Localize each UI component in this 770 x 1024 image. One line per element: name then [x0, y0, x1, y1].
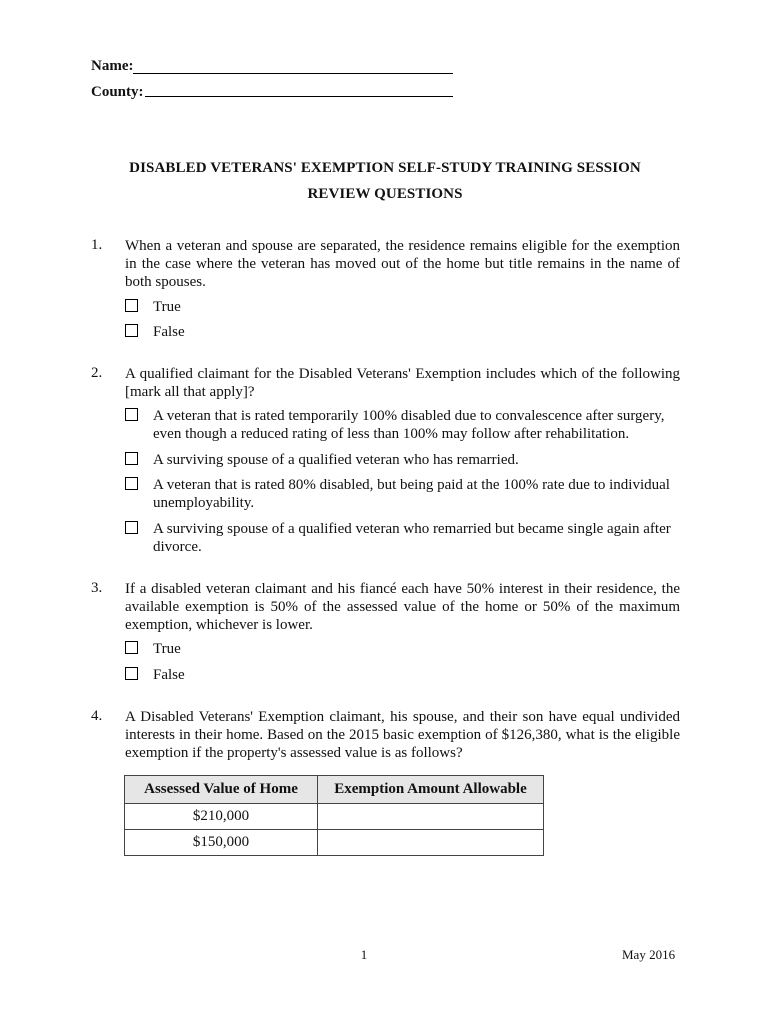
checkbox[interactable]	[125, 521, 138, 534]
question-number: 3.	[91, 580, 103, 596]
assessed-value-cell: $150,000	[125, 830, 318, 856]
document-subtitle: REVIEW QUESTIONS	[307, 186, 463, 202]
assessed-value-cell: $210,000	[125, 804, 318, 830]
checkbox[interactable]	[125, 667, 138, 680]
document-title: DISABLED VETERANS' EXEMPTION SELF-STUDY TRAINING SESSION	[129, 160, 641, 176]
option-label: A veteran that is rated 80% disabled, but being paid at the 100% rate due to individual unemployability.	[153, 477, 670, 511]
question-number: 4.	[91, 708, 103, 724]
question-text: A Disabled Veterans' Exemption claimant, his spouse, and their son have equal undivided interests in their home. Based on the 2015 basic exemption of $126,380, what is the eligible exemption if the property's assessed value is as follows?	[125, 709, 680, 761]
checkbox[interactable]	[125, 299, 138, 312]
question-number: 1.	[91, 237, 103, 253]
column-header: Exemption Amount Allowable	[318, 776, 544, 804]
exemption-table	[124, 775, 544, 856]
name-field	[91, 58, 133, 75]
column-header: Assessed Value of Home	[125, 776, 318, 804]
option-label: A veteran that is rated temporarily 100% disabled due to convalescence after surgery, even though a reduced rating of less than 100% may follow after rehabilitation.	[153, 408, 665, 442]
question-text: If a disabled veteran claimant and his fiancé each have 50% interest in their residence, the available exemption is 50% of the assessed value of the home or 50% of the maximum exemption, whichever is lower.	[125, 581, 680, 633]
county-field	[91, 84, 144, 101]
checkbox[interactable]	[125, 408, 138, 421]
name-label: Name:	[91, 58, 134, 74]
county-input-line[interactable]	[145, 96, 453, 97]
exemption-amount-cell[interactable]	[318, 804, 544, 830]
option-label: True	[153, 299, 181, 315]
option-label: False	[153, 667, 185, 683]
checkbox[interactable]	[125, 641, 138, 654]
table-header-row	[125, 776, 544, 804]
checkbox[interactable]	[125, 477, 138, 490]
checkbox[interactable]	[125, 452, 138, 465]
option-label: False	[153, 324, 185, 340]
table-row	[125, 830, 544, 856]
question-number: 2.	[91, 365, 103, 381]
page-number: 1	[360, 947, 368, 962]
option-label: A surviving spouse of a qualified veteran who has remarried.	[153, 452, 519, 468]
option-label: True	[153, 641, 181, 657]
exemption-amount-cell[interactable]	[318, 830, 544, 856]
question-text: When a veteran and spouse are separated, the residence remains eligible for the exemption in the case where the veteran has moved out of the home but title remains in the name of both spouses.	[125, 238, 680, 290]
checkbox[interactable]	[125, 324, 138, 337]
county-label: County:	[91, 84, 144, 100]
footer-date: May 2016	[622, 947, 676, 962]
table-row	[125, 804, 544, 830]
question-text: A qualified claimant for the Disabled Veterans' Exemption includes which of the following [mark all that apply]?	[125, 366, 680, 400]
option-label: A surviving spouse of a qualified veteran who remarried but became single again after divorce.	[153, 521, 671, 555]
name-input-line[interactable]	[133, 73, 453, 74]
